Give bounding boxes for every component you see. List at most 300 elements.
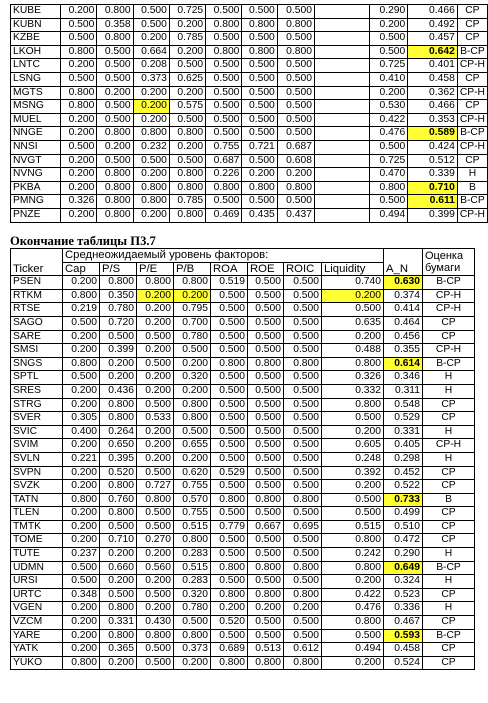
liquidity-cell: 0.200 [322, 575, 384, 589]
ticker-cell: RTSE [11, 303, 63, 317]
evaluation-cell: CP [423, 316, 475, 330]
factor-cell: 0.529 [211, 466, 248, 480]
evaluation-cell: B-CP [423, 357, 475, 371]
an-cell: 0.452 [384, 466, 423, 480]
factor-cell: 0.500 [248, 425, 284, 439]
factor-cell: 0.650 [100, 439, 137, 453]
factor-cell: 0.500 [248, 548, 284, 562]
factor-cell: 0.200 [174, 289, 211, 303]
factor-cell: 0.200 [248, 602, 284, 616]
factor-cell: 0.608 [277, 154, 314, 168]
evaluation-cell: CP [457, 18, 487, 32]
factor-cell: 0.500 [284, 289, 322, 303]
liquidity-cell: 0.242 [322, 548, 384, 562]
ticker-cell: VZCM [11, 616, 63, 630]
factor-cell: 0.373 [174, 643, 211, 657]
factor-cell: 0.500 [284, 466, 322, 480]
liquidity-cell: 0.635 [322, 316, 384, 330]
evaluation-cell: CP-H [457, 140, 487, 154]
an-cell: 0.472 [384, 534, 423, 548]
evaluation-cell: CP [423, 330, 475, 344]
ticker-cell: TUTE [11, 548, 63, 562]
table-row [11, 439, 475, 453]
evaluation-cell: H [423, 548, 475, 562]
factor-cell: 0.500 [284, 384, 322, 398]
factor-cell: 0.500 [248, 344, 284, 358]
evaluation-cell: CP [423, 616, 475, 630]
factor-cell: 0.800 [277, 45, 314, 59]
factor-cell: 0.500 [284, 303, 322, 317]
factor-cell: 0.667 [248, 520, 284, 534]
evaluation-cell: CP [457, 100, 487, 114]
factor-cell: 0.755 [174, 480, 211, 494]
factor-cell: 0.500 [174, 616, 211, 630]
factor-cell: 0.800 [61, 86, 97, 100]
liquidity-cell: 0.494 [370, 208, 408, 222]
table-row [11, 289, 475, 303]
factor-cell: 0.500 [211, 534, 248, 548]
header-liquidity: Liquidity [322, 262, 384, 276]
header-roe: ROE [248, 262, 284, 276]
factor-cell: 0.500 [137, 520, 174, 534]
factor-cell: 0.520 [211, 616, 248, 630]
evaluation-cell: CP [457, 72, 487, 86]
ticker-cell: YARE [11, 629, 63, 643]
table-row [11, 5, 488, 19]
table-row [11, 412, 475, 426]
table-caption: Окончание таблицы П3.7 [10, 234, 156, 248]
factor-cell: 0.660 [100, 561, 137, 575]
factor-cell: 0.800 [63, 656, 100, 670]
factor-cell: 0.500 [284, 316, 322, 330]
factor-cell: 0.500 [284, 534, 322, 548]
factor-cell: 0.500 [284, 452, 322, 466]
factor-cell: 0.500 [277, 86, 314, 100]
factor-cell: 0.200 [174, 452, 211, 466]
factor-cell: 0.500 [284, 344, 322, 358]
liquidity-cell: 0.200 [322, 480, 384, 494]
factor-cell: 0.500 [206, 195, 242, 209]
factor-cell: 0.305 [63, 412, 100, 426]
empty-cell [314, 86, 369, 100]
an-cell: 0.466 [408, 5, 458, 19]
liquidity-cell: 0.500 [322, 629, 384, 643]
evaluation-cell: CP [457, 5, 487, 19]
factor-cell: 0.795 [174, 303, 211, 317]
factor-cell: 0.800 [100, 629, 137, 643]
ticker-cell: SPTL [11, 371, 63, 385]
factor-cell: 0.200 [61, 154, 97, 168]
factor-cell: 0.200 [63, 616, 100, 630]
liquidity-cell: 0.500 [370, 195, 408, 209]
an-cell: 0.458 [384, 643, 423, 657]
liquidity-cell: 0.200 [322, 656, 384, 670]
factor-cell: 0.500 [248, 534, 284, 548]
factor-cell: 0.500 [211, 507, 248, 521]
an-cell: 0.311 [384, 384, 423, 398]
ticker-cell: URSI [11, 575, 63, 589]
factor-cell: 0.800 [100, 507, 137, 521]
factor-cell: 0.780 [174, 330, 211, 344]
an-cell: 0.548 [384, 398, 423, 412]
factor-cell: 0.800 [284, 493, 322, 507]
factor-cell: 0.500 [206, 32, 242, 46]
evaluation-cell: CP [423, 398, 475, 412]
factor-cell: 0.500 [242, 59, 277, 73]
table-row [11, 330, 475, 344]
factor-cell: 0.200 [133, 32, 169, 46]
factor-cell: 0.500 [248, 507, 284, 521]
factor-cell: 0.500 [137, 466, 174, 480]
factor-cell: 0.800 [242, 45, 277, 59]
factor-cell: 0.500 [206, 72, 242, 86]
factor-cell: 0.500 [284, 439, 322, 453]
factor-cell: 0.800 [97, 181, 133, 195]
factor-cell: 0.373 [133, 72, 169, 86]
table-row [11, 127, 488, 141]
table-row [11, 398, 475, 412]
factor-cell: 0.500 [211, 480, 248, 494]
evaluation-cell: CP [423, 480, 475, 494]
factor-cell: 0.500 [174, 344, 211, 358]
table-row [11, 59, 488, 73]
ticker-cell: SAGO [11, 316, 63, 330]
factor-cell: 0.800 [97, 195, 133, 209]
factor-cell: 0.500 [211, 384, 248, 398]
ticker-cell: NNSI [11, 140, 61, 154]
liquidity-cell: 0.800 [370, 181, 408, 195]
evaluation-cell: B [457, 181, 487, 195]
factor-cell: 0.200 [97, 140, 133, 154]
factor-cell: 0.800 [284, 656, 322, 670]
factor-cell: 0.500 [242, 127, 277, 141]
liquidity-cell: 0.200 [370, 86, 408, 100]
factor-cell: 0.320 [174, 588, 211, 602]
factor-cell: 0.400 [63, 425, 100, 439]
factor-cell: 0.800 [211, 357, 248, 371]
ticker-cell: KZBE [11, 32, 61, 46]
table-row [11, 18, 488, 32]
factor-cell: 0.800 [137, 629, 174, 643]
liquidity-cell: 0.200 [322, 425, 384, 439]
factor-cell: 0.800 [97, 168, 133, 182]
factor-cell: 0.500 [284, 548, 322, 562]
factor-table-bottom [10, 248, 475, 670]
evaluation-cell: B [423, 493, 475, 507]
factor-cell: 0.320 [174, 371, 211, 385]
factor-cell: 0.500 [63, 575, 100, 589]
ticker-cell: SRES [11, 384, 63, 398]
factor-cell: 0.800 [206, 18, 242, 32]
empty-cell [314, 72, 369, 86]
factor-cell: 0.500 [248, 330, 284, 344]
factor-cell: 0.200 [277, 168, 314, 182]
factor-cell: 0.500 [248, 289, 284, 303]
factor-cell: 0.500 [284, 276, 322, 290]
factor-cell: 0.500 [206, 100, 242, 114]
an-cell: 0.649 [384, 561, 423, 575]
factor-cell: 0.800 [242, 181, 277, 195]
factor-cell: 0.687 [206, 154, 242, 168]
an-cell: 0.593 [384, 629, 423, 643]
factor-cell: 0.655 [174, 439, 211, 453]
evaluation-cell: CP-H [457, 59, 487, 73]
ticker-cell: UDMN [11, 561, 63, 575]
factor-cell: 0.500 [97, 100, 133, 114]
factor-cell: 0.200 [63, 629, 100, 643]
factor-cell: 0.500 [211, 316, 248, 330]
an-cell: 0.346 [384, 371, 423, 385]
ticker-cell: SVIM [11, 439, 63, 453]
factor-cell: 0.513 [248, 643, 284, 657]
factor-cell: 0.500 [169, 154, 205, 168]
factor-cell: 0.780 [174, 602, 211, 616]
factor-cell: 0.500 [133, 18, 169, 32]
ticker-cell: KUBN [11, 18, 61, 32]
factor-cell: 0.264 [100, 425, 137, 439]
factor-cell: 0.200 [61, 181, 97, 195]
ticker-cell: NNGE [11, 127, 61, 141]
evaluation-cell: B-CP [423, 561, 475, 575]
an-cell: 0.510 [384, 520, 423, 534]
factor-cell: 0.500 [137, 643, 174, 657]
factor-cell: 0.800 [248, 588, 284, 602]
factor-cell: 0.800 [206, 45, 242, 59]
table-row [11, 602, 475, 616]
liquidity-cell: 0.422 [370, 113, 408, 127]
empty-cell [314, 45, 369, 59]
evaluation-cell: B-CP [457, 127, 487, 141]
factor-cell: 0.500 [211, 425, 248, 439]
empty-cell [314, 18, 369, 32]
factor-cell: 0.500 [242, 113, 277, 127]
factor-cell: 0.500 [248, 412, 284, 426]
liquidity-cell: 0.326 [322, 371, 384, 385]
factor-cell: 0.500 [63, 561, 100, 575]
header-ticker: Ticker [11, 249, 63, 276]
factor-cell: 0.200 [100, 357, 137, 371]
factor-cell: 0.348 [63, 588, 100, 602]
an-cell: 0.298 [384, 452, 423, 466]
an-cell: 0.339 [408, 168, 458, 182]
factor-cell: 0.358 [97, 18, 133, 32]
factor-cell: 0.520 [100, 466, 137, 480]
ticker-cell: MSNG [11, 100, 61, 114]
factor-cell: 0.200 [63, 507, 100, 521]
factor-cell: 0.331 [100, 616, 137, 630]
liquidity-cell: 0.500 [370, 32, 408, 46]
factor-cell: 0.800 [63, 289, 100, 303]
factor-cell: 0.800 [137, 493, 174, 507]
factor-cell: 0.500 [248, 466, 284, 480]
factor-cell: 0.500 [63, 316, 100, 330]
factor-table-top [10, 4, 488, 223]
ticker-cell: MUEL [11, 113, 61, 127]
factor-cell: 0.800 [100, 276, 137, 290]
table-row [11, 45, 488, 59]
table-row [11, 357, 475, 371]
liquidity-cell: 0.800 [322, 534, 384, 548]
factor-cell: 0.800 [284, 588, 322, 602]
liquidity-cell: 0.332 [322, 384, 384, 398]
liquidity-cell: 0.800 [322, 561, 384, 575]
ticker-cell: TOME [11, 534, 63, 548]
liquidity-cell: 0.740 [322, 276, 384, 290]
factor-cell: 0.500 [206, 127, 242, 141]
factor-cell: 0.500 [284, 371, 322, 385]
factor-cell: 0.500 [284, 616, 322, 630]
factor-cell: 0.500 [137, 330, 174, 344]
an-cell: 0.331 [384, 425, 423, 439]
factor-cell: 0.500 [277, 72, 314, 86]
factor-cell: 0.435 [242, 208, 277, 222]
factor-cell: 0.500 [211, 289, 248, 303]
factor-cell: 0.200 [242, 168, 277, 182]
table-row [11, 575, 475, 589]
factor-cell: 0.200 [137, 602, 174, 616]
evaluation-cell: B-CP [423, 276, 475, 290]
factor-cell: 0.500 [61, 32, 97, 46]
an-cell: 0.399 [408, 208, 458, 222]
factor-cell: 0.200 [61, 208, 97, 222]
factor-cell: 0.200 [137, 289, 174, 303]
an-cell: 0.522 [384, 480, 423, 494]
factor-cell: 0.200 [174, 357, 211, 371]
factor-cell: 0.200 [137, 371, 174, 385]
factor-cell: 0.500 [211, 398, 248, 412]
factor-cell: 0.200 [63, 643, 100, 657]
an-cell: 0.362 [408, 86, 458, 100]
factor-cell: 0.800 [248, 656, 284, 670]
factor-cell: 0.500 [284, 412, 322, 426]
factor-cell: 0.500 [284, 507, 322, 521]
header-factor-group: Среднеожидаемый уровень факторов: [63, 249, 384, 263]
factor-cell: 0.200 [284, 602, 322, 616]
ticker-cell: PMNG [11, 195, 61, 209]
ticker-cell: SVPN [11, 466, 63, 480]
factor-cell: 0.500 [206, 59, 242, 73]
factor-cell: 0.200 [133, 208, 169, 222]
liquidity-cell: 0.800 [322, 357, 384, 371]
factor-cell: 0.200 [137, 425, 174, 439]
factor-cell: 0.500 [242, 154, 277, 168]
empty-cell [314, 208, 369, 222]
table-row [11, 452, 475, 466]
header-pe: P/E [137, 262, 174, 276]
factor-cell: 0.200 [61, 168, 97, 182]
factor-cell: 0.200 [61, 113, 97, 127]
ticker-cell: SARE [11, 330, 63, 344]
factor-cell: 0.721 [242, 140, 277, 154]
an-cell: 0.414 [384, 303, 423, 317]
header-cap: Cap [63, 262, 100, 276]
factor-cell: 0.575 [169, 100, 205, 114]
factor-cell: 0.800 [174, 629, 211, 643]
liquidity-cell: 0.200 [322, 330, 384, 344]
header-roic: ROIC [284, 262, 322, 276]
table-row [11, 493, 475, 507]
factor-cell: 0.200 [100, 371, 137, 385]
an-cell: 0.492 [408, 18, 458, 32]
factor-cell: 0.500 [211, 439, 248, 453]
liquidity-cell: 0.422 [322, 588, 384, 602]
table-row [11, 643, 475, 657]
an-cell: 0.467 [384, 616, 423, 630]
ticker-cell: TATN [11, 493, 63, 507]
factor-cell: 0.500 [242, 32, 277, 46]
liquidity-cell: 0.605 [322, 439, 384, 453]
ticker-cell: LKOH [11, 45, 61, 59]
header-row-group [11, 249, 475, 263]
factor-cell: 0.200 [97, 86, 133, 100]
an-cell: 0.642 [408, 45, 458, 59]
factor-cell: 0.500 [242, 86, 277, 100]
evaluation-cell: H [423, 425, 475, 439]
factor-cell: 0.800 [248, 357, 284, 371]
factor-cell: 0.200 [137, 575, 174, 589]
header-evaluation: Оценка бумаги [423, 249, 475, 276]
factor-cell: 0.500 [248, 371, 284, 385]
header-an: A_N [384, 249, 423, 276]
evaluation-cell: CP-H [423, 303, 475, 317]
liquidity-cell: 0.470 [370, 168, 408, 182]
factor-cell: 0.800 [211, 656, 248, 670]
evaluation-cell: CP [457, 154, 487, 168]
factor-cell: 0.500 [211, 548, 248, 562]
factor-cell: 0.500 [242, 195, 277, 209]
factor-cell: 0.500 [248, 276, 284, 290]
table-row [11, 72, 488, 86]
factor-cell: 0.200 [137, 439, 174, 453]
factor-cell: 0.200 [63, 602, 100, 616]
an-cell: 0.336 [384, 602, 423, 616]
factor-cell: 0.500 [97, 45, 133, 59]
empty-cell [314, 100, 369, 114]
table-row [11, 480, 475, 494]
factor-cell: 0.500 [133, 5, 169, 19]
table-row [11, 548, 475, 562]
factor-cell: 0.800 [242, 18, 277, 32]
an-cell: 0.529 [384, 412, 423, 426]
factor-cell: 0.500 [97, 154, 133, 168]
evaluation-cell: CP [423, 466, 475, 480]
factor-cell: 0.500 [248, 629, 284, 643]
factor-cell: 0.500 [137, 588, 174, 602]
factor-cell: 0.500 [277, 127, 314, 141]
factor-cell: 0.687 [277, 140, 314, 154]
table-row [11, 629, 475, 643]
evaluation-cell: CP-H [457, 113, 487, 127]
table-row [11, 168, 488, 182]
factor-cell: 0.200 [133, 168, 169, 182]
evaluation-cell: B-CP [457, 45, 487, 59]
ticker-cell: PSEN [11, 276, 63, 290]
factor-cell: 0.500 [137, 357, 174, 371]
ticker-cell: SVER [11, 412, 63, 426]
table-row [11, 616, 475, 630]
factor-cell: 0.200 [63, 330, 100, 344]
liquidity-cell: 0.200 [322, 289, 384, 303]
factor-cell: 0.727 [137, 480, 174, 494]
table-row [11, 32, 488, 46]
factor-cell: 0.350 [100, 289, 137, 303]
factor-cell: 0.800 [100, 412, 137, 426]
table-row [11, 276, 475, 290]
evaluation-cell: B-CP [423, 629, 475, 643]
liquidity-cell: 0.488 [322, 344, 384, 358]
factor-cell: 0.500 [206, 113, 242, 127]
liquidity-cell: 0.500 [370, 140, 408, 154]
